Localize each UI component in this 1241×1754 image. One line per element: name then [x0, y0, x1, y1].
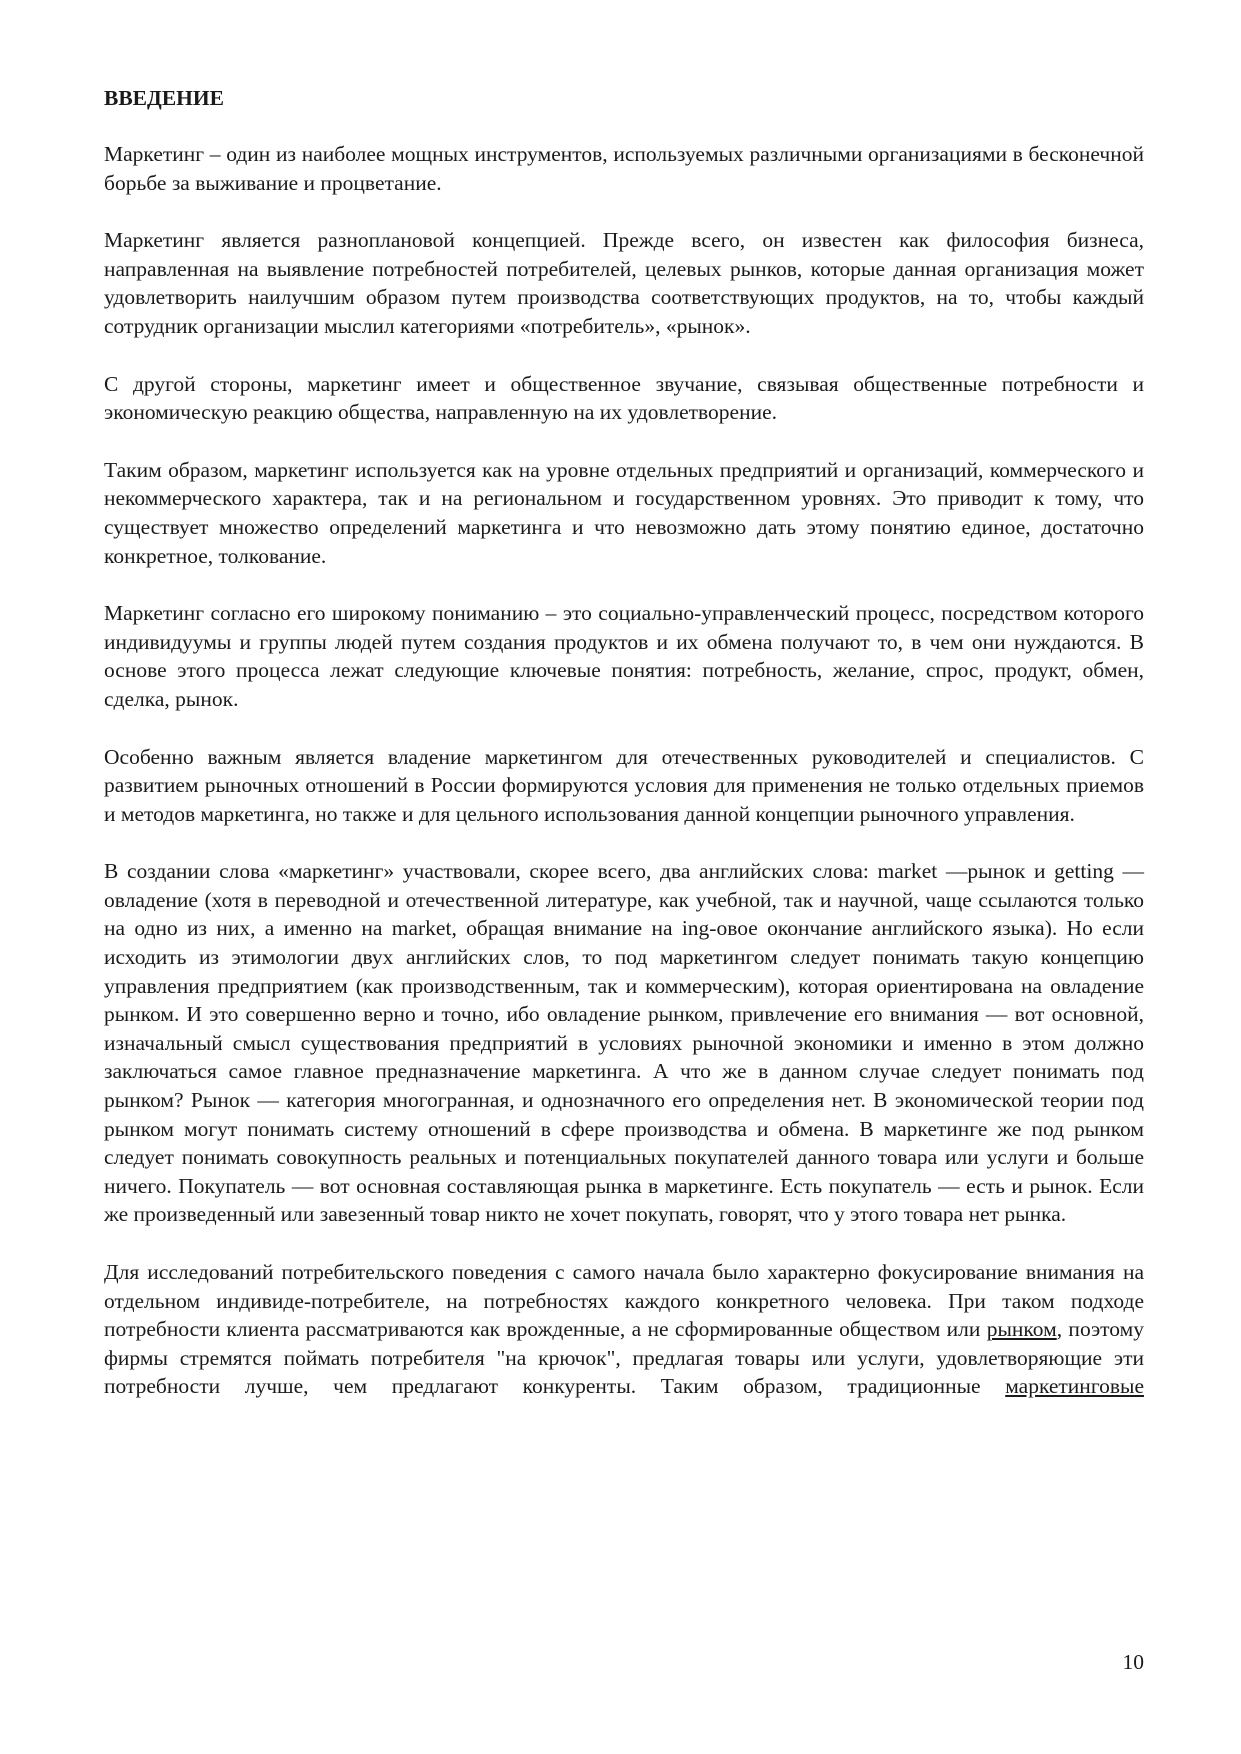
paragraph-8 — [104, 1258, 1144, 1401]
paragraph-5: Маркетинг согласно его широкому пониманию – это социально-управленческий процесс, посредством которого индивидуумы и группы людей путем создания продуктов и их обмена получают то, в чем они нуждаются. В основе этого процесса лежат следующие ключевые понятия: потребность, желание, спрос, продукт, обмен, сделка, рынок. — [104, 601, 1144, 711]
paragraph-7: В создании слова «маркетинг» участвовали, скорее всего, два английских слова: market —рынок и getting —овладение (хотя в переводной и отечественной литературе, как учебной, так и научной, чаще ссылаются только на одно из них, а именно на market, обращая внимание на ing-овое окончание английского языка). Но если исходить из этимологии двух английских слов, то под маркетингом следует понимать такую концепцию управления предприятием (как производственным, так и коммерческим), которая ориентирована на овладение рынком. И это совершенно верно и точно, ибо овладение рынком, привлечение его внимания — вот основной, изначальный смысл существования предприятий в условиях рыночной экономики и именно в этом должно заключаться самое главное предназначение маркетинга. А что же в данном случае следует понимать под рынком? Рынок — категория многогранная, и однозначного его определения нет. В экономической теории под рынком могут понимать систему отношений в сфере производства и обмена. В маркетинге же под рынком следует понимать совокупность реальных и потенциальных покупателей данного товара или услуги и больше ничего. Покупатель — вот основная составляющая рынка в маркетинге. Есть покупатель — есть и рынок. Если же произведенный или завезенный товар никто не хочет покупать, говорят, что у этого товара нет рынка. — [104, 859, 1144, 1227]
link-rynkom[interactable]: рынком — [986, 1317, 1057, 1342]
paragraph-2: Маркетинг является разноплановой концепцией. Прежде всего, он известен как философия бизнеса, направленная на выявление потребностей потребителей, целевых рынков, которые данная организация может удовлетворить наилучшим образом путем производства соответствующих продуктов, на то, чтобы каждый сотрудник организации мыслил категориями «потребитель», «рынок». — [104, 228, 1144, 338]
paragraph-6: Особенно важным является владение маркетингом для отечественных руководителей и специалистов. С развитием рыночных отношений в России формируются условия для применения не только отдельных приемов и методов маркетинга, но также и для цельного использования данной концепции рыночного управления. — [104, 744, 1144, 826]
paragraph-4: Таким образом, маркетинг используется как на уровне отдельных предприятий и организаций, коммерческого и некоммерческого характера, так и на региональном и государственном уровнях. Это приводит к тому, что существует множество определений маркетинга и что невозможно дать этому понятию единое, достаточно конкретное, толкование. — [104, 457, 1144, 568]
paragraph-3: С другой стороны, маркетинг имеет и общественное звучание, связывая общественные потребности и экономическую реакцию общества, направленную на их удовлетворение. — [104, 371, 1144, 425]
link-marketingovye[interactable]: маркетинговые — [1005, 1374, 1144, 1399]
paragraph-8-text-2: , поэтому фирмы стремятся поймать потребителя "на крючок", предлагая товары или услуги, удовлетворяющие эти потребности лучше, чем предлагают конкуренты. Таким образом, традиционные — [104, 1317, 1144, 1399]
document-page — [104, 84, 1144, 1401]
paragraph-1: Маркетинг – один из наиболее мощных инструментов, используемых различными организациями в бесконечной борьбе за выживание и процветание. — [104, 142, 1144, 195]
paragraph-8-text-1: Для исследований потребительского поведения с самого начала было характерно фокусирование внимания на отдельном индивиде-потребителе, на потребностях каждого конкретного человека. При таком подходе потребности клиента рассматриваются как врожденные, а не сформированные обществом или — [104, 1260, 1144, 1342]
section-heading: ВВЕДЕНИЕ — [104, 86, 224, 110]
page-number: 10 — [1122, 1650, 1144, 1674]
